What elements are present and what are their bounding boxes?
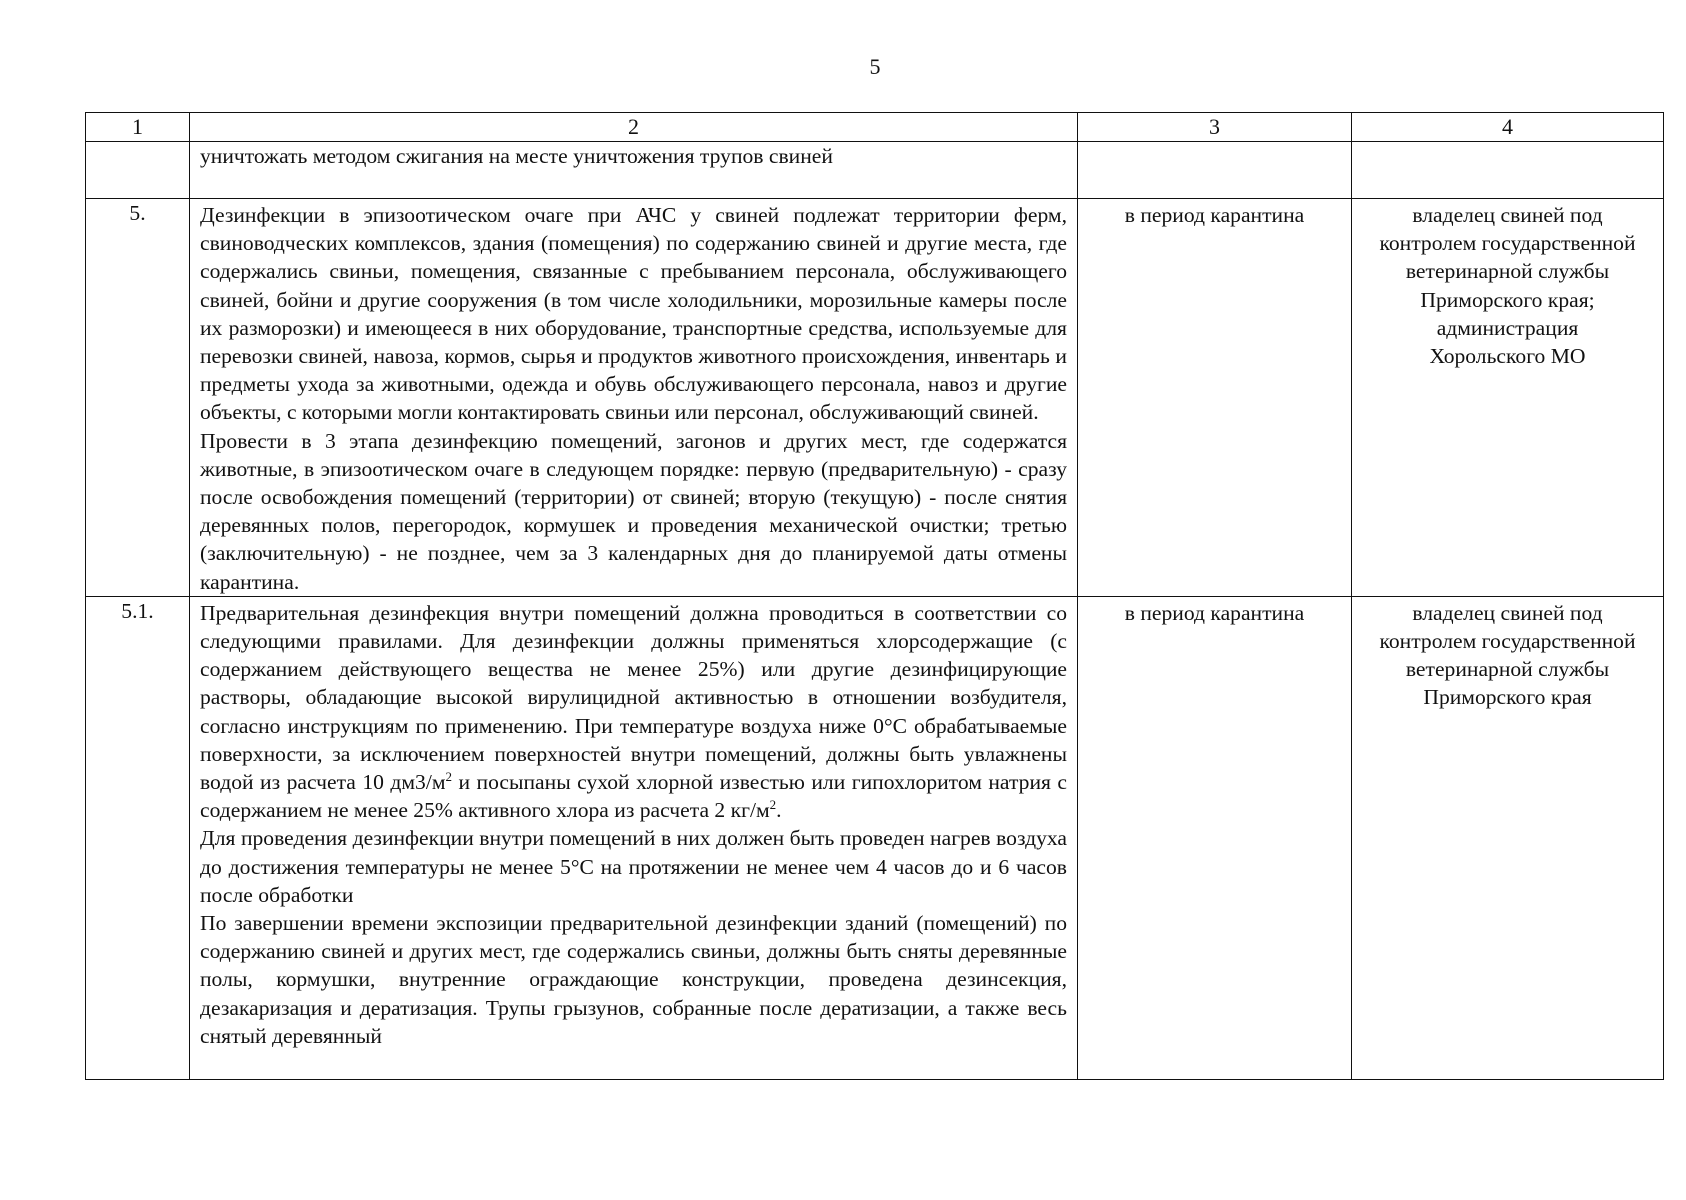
measure-fragment: и посыпаны сухой хлорной известью или гипохлоритом натрия с содержанием не менее 25% активного хлора из расчета 2 кг/м <box>200 770 1067 823</box>
responsible-cell <box>1352 596 1664 1079</box>
header-col-1: 1 <box>86 113 190 142</box>
measure-text <box>190 596 1078 1079</box>
header-col-3: 3 <box>1078 113 1352 142</box>
responsible-line: ветеринарной службы <box>1405 259 1610 284</box>
responsible-line: контролем государственной <box>1379 629 1636 654</box>
superscript: 2 <box>445 768 453 784</box>
header-col-4: 4 <box>1352 113 1664 142</box>
responsible-cell <box>1352 199 1664 597</box>
responsible-line: контролем государственной <box>1379 231 1636 256</box>
responsible-line: Приморского края <box>1423 685 1592 710</box>
responsible-line: Приморского края; <box>1420 287 1595 312</box>
responsible-line: Хорольского МО <box>1429 344 1586 369</box>
responsible-line: администрация <box>1436 315 1579 340</box>
measure-paragraph: Дезинфекции в эпизоотическом очаге при АЧС у свиней подлежат территории ферм, свиноводческих комплексов, здания (помещения) по содержанию свиней и другие места, где содержались свиньи, помещения, связанные с пребыванием персонала, обслуживающего свиней, бойни и другие сооружения (в том числе холодильники, морозильные камеры после их разморозки) и имеющееся в них оборудование, транспортные средства, используемые для перевозки свиней, навоза, кормов, сырья и продуктов животного происхождения, инвентарь и предметы ухода за животными, одежда и обувь обслуживающего персонала, навоз и другие объекты, с которыми могли контактировать свиньи или персонал, обслуживающий свиней. <box>200 203 1067 425</box>
table-row-5-1 <box>86 596 1664 1079</box>
row-number: 5. <box>86 199 190 597</box>
measure-paragraph: По завершении времени экспозиции предварительной дезинфекции зданий (помещений) по содержанию свиней и других мест, где содержались свиньи, должны быть сняты деревянные полы, кормушки, внутренние ограждающие конструкции, проведена дезинсекция, дезакаризация и дератизация. Трупы грызунов, собранные после дератизации, а также весь снятый деревянный <box>200 911 1067 1048</box>
measure-text <box>190 199 1078 597</box>
table-row-continuation <box>86 142 1664 199</box>
row-number: 5.1. <box>86 596 190 1079</box>
measure-fragment: . <box>776 798 782 823</box>
measure-text: уничтожать методом сжигания на месте уничтожения трупов свиней <box>190 142 1078 199</box>
superscript: 2 <box>769 797 777 813</box>
measures-table <box>85 112 1664 1080</box>
deadline-cell: в период карантина <box>1078 596 1352 1079</box>
page-number: 5 <box>869 54 881 79</box>
deadline-cell <box>1078 142 1352 199</box>
row-number <box>86 142 190 199</box>
measure-fragment: Предварительная дезинфекция внутри помещений должна проводиться в соответствии со следующими правилами. Для дезинфекции должны применяться хлорсодержащие (с содержанием действующего вещества не менее 25%) или другие дезинфицирующие растворы, обладающие высокой вирулицидной активностью в отношении возбудителя, согласно инструкциям по применению. При температуре воздуха ниже 0°С обрабатываемые поверхности, за исключением поверхностей внутри помещений, должны быть увлажнены водой из расчета 10 дм3/м <box>200 600 1067 795</box>
table-row-5 <box>86 199 1664 597</box>
measure-paragraph: Для проведения дезинфекции внутри помещений в них должен быть проведен нагрев воздуха до достижения температуры не менее 5°С на протяжении не менее чем 4 часов до и 6 часов после обработки <box>200 826 1067 907</box>
measure-paragraph <box>200 599 1067 825</box>
table-header-row <box>86 113 1664 142</box>
responsible-line: владелец свиней под <box>1412 203 1603 227</box>
responsible-line: ветеринарной службы <box>1405 657 1610 682</box>
responsible-cell <box>1352 142 1664 199</box>
measure-paragraph: Провести в 3 этапа дезинфекцию помещений, загонов и других мест, где содержатся животные, в эпизоотическом очаге в следующем порядке: первую (предварительную) - сразу после освобождения помещений (территории) от свиней; вторую (текущую) - после снятия деревянных полов, перегородок, кормушек и проведения механической очистки; третью (заключительную) - не позднее, чем за 3 календарных дня до планируемой даты отмены карантина. <box>200 428 1067 594</box>
header-col-2: 2 <box>190 113 1078 142</box>
deadline-cell: в период карантина <box>1078 199 1352 597</box>
responsible-line: владелец свиней под <box>1412 600 1603 625</box>
